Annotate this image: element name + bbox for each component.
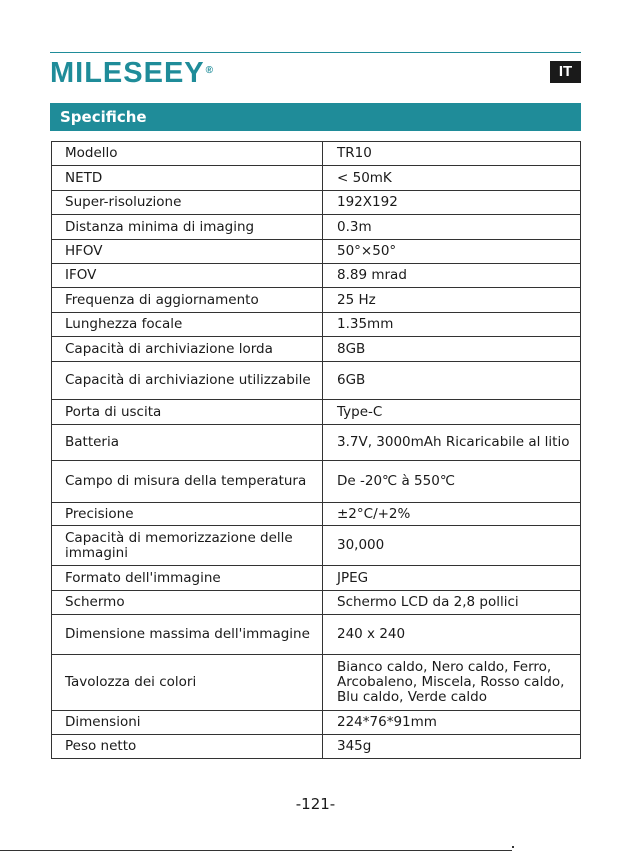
- spec-value: 25 Hz: [323, 288, 581, 313]
- spec-label: Peso netto: [52, 735, 323, 759]
- spec-value: < 50mK: [323, 166, 581, 191]
- table-row: [52, 264, 581, 288]
- table-row: [52, 655, 581, 711]
- spec-label: Campo di misura della temperatura: [52, 461, 323, 503]
- table-row: [52, 142, 581, 166]
- table-row: [52, 711, 581, 735]
- table-row: [52, 215, 581, 240]
- table-row: [52, 400, 581, 425]
- spec-label: Dimensione massima dell'immagine: [52, 615, 323, 655]
- spec-label: Dimensioni: [52, 711, 323, 735]
- spec-value: JPEG: [323, 566, 581, 591]
- section-title: Specifiche: [60, 108, 147, 126]
- table-row: [52, 566, 581, 591]
- spec-label: Schermo: [52, 591, 323, 615]
- table-row: [52, 166, 581, 191]
- spec-value: De -20℃ à 550℃: [323, 461, 581, 503]
- spec-label: Modello: [52, 142, 323, 166]
- spec-value: 8.89 mrad: [323, 264, 581, 288]
- table-row: [52, 240, 581, 264]
- spec-label: Batteria: [52, 425, 323, 461]
- spec-value: 6GB: [323, 362, 581, 400]
- spec-value: 240 x 240: [323, 615, 581, 655]
- table-row: [52, 735, 581, 759]
- spec-value: 1.35mm: [323, 313, 581, 337]
- spec-value: 0.3m: [323, 215, 581, 240]
- spec-label: Distanza minima di imaging: [52, 215, 323, 240]
- table-row: [52, 362, 581, 400]
- registered-mark: ®: [205, 65, 215, 76]
- spec-label: Tavolozza dei colori: [52, 655, 323, 711]
- spec-value: Type-C: [323, 400, 581, 425]
- table-row: [52, 503, 581, 526]
- table-row: [52, 337, 581, 362]
- spec-value: 224*76*91mm: [323, 711, 581, 735]
- spec-label: HFOV: [52, 240, 323, 264]
- spec-value: Schermo LCD da 2,8 pollici: [323, 591, 581, 615]
- table-row: [52, 425, 581, 461]
- brand-logo: [50, 58, 214, 88]
- spec-value: TR10: [323, 142, 581, 166]
- table-row: [52, 191, 581, 215]
- spec-label: Capacità di memorizzazione delle immagini: [52, 526, 323, 566]
- spec-label: NETD: [52, 166, 323, 191]
- spec-value: ±2°C/+2%: [323, 503, 581, 526]
- table-row: [52, 461, 581, 503]
- section-header: [50, 103, 581, 131]
- spec-value: 8GB: [323, 337, 581, 362]
- spec-label: Capacità di archiviazione utilizzabile: [52, 362, 323, 400]
- page-header: [50, 52, 581, 87]
- spec-value: 345g: [323, 735, 581, 759]
- spec-label: Precisione: [52, 503, 323, 526]
- footer-mark: [512, 846, 514, 848]
- brand-name: MILESEEY: [50, 57, 205, 89]
- spec-label: Capacità di archiviazione lorda: [52, 337, 323, 362]
- spec-label: Frequenza di aggiornamento: [52, 288, 323, 313]
- language-badge: IT: [550, 61, 581, 83]
- spec-value: 3.7V, 3000mAh Ricaricabile al litio: [323, 425, 581, 461]
- table-row: [52, 615, 581, 655]
- spec-label: IFOV: [52, 264, 323, 288]
- page-number: -121-: [295, 795, 336, 813]
- spec-value: 192X192: [323, 191, 581, 215]
- spec-value: 30,000: [323, 526, 581, 566]
- spec-table: [51, 141, 581, 759]
- spec-value: 50°×50°: [323, 240, 581, 264]
- spec-label: Lunghezza focale: [52, 313, 323, 337]
- spec-value: Bianco caldo, Nero caldo, Ferro, Arcobaleno, Miscela, Rosso caldo, Blu caldo, Verde caldo: [323, 655, 581, 711]
- spec-label: Porta di uscita: [52, 400, 323, 425]
- table-row: [52, 313, 581, 337]
- table-row: [52, 526, 581, 566]
- table-row: [52, 288, 581, 313]
- spec-label: Formato dell'immagine: [52, 566, 323, 591]
- spec-label: Super-risoluzione: [52, 191, 323, 215]
- table-row: [52, 591, 581, 615]
